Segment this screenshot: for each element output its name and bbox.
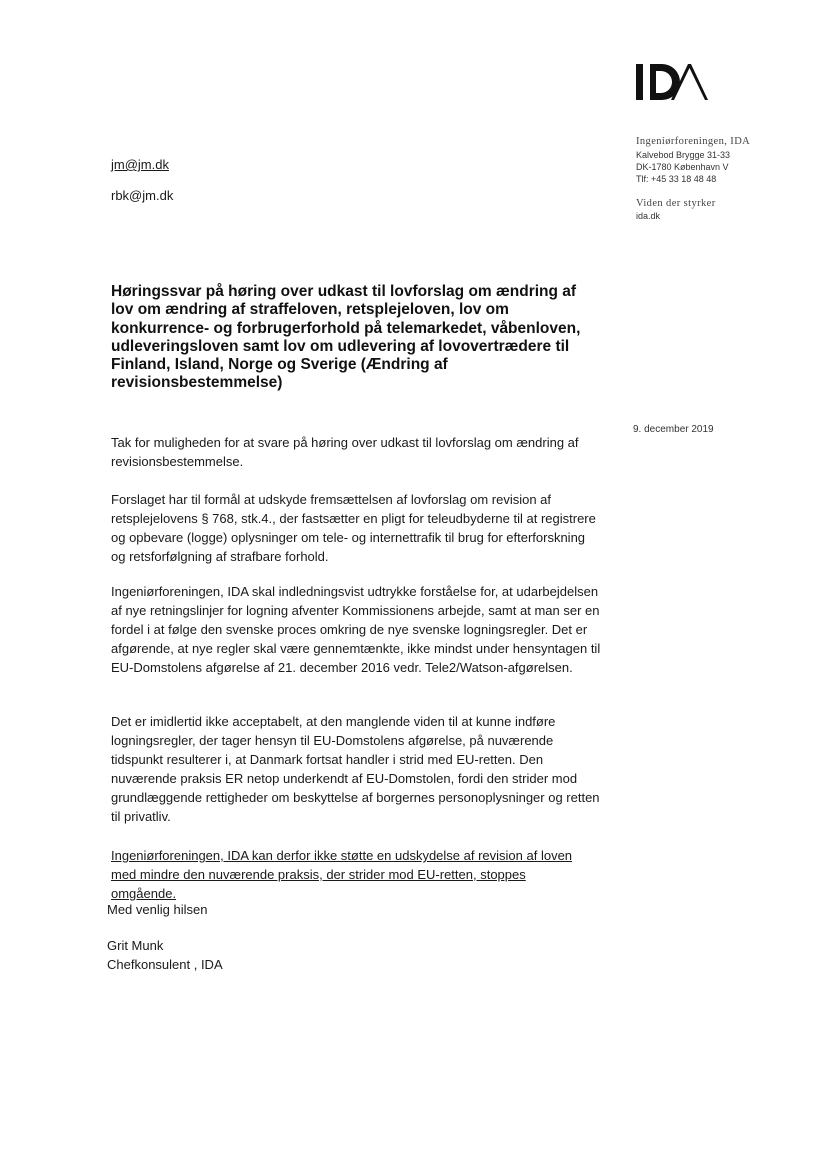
recipient-email-link[interactable]: jm@jm.dk xyxy=(111,157,169,172)
ida-logo xyxy=(636,62,718,102)
sender-street: Kalvebod Brygge 31-33 xyxy=(636,150,731,160)
letter-title: Høringssvar på høring over udkast til lovforslag om ændring af lov om ændring af straffeloven, retsplejeloven, lov om konkurrence- og forbrugerforhold på telemarkedet, våbenloven, udleveringsloven samt lov om udlevering af lovovertrædere til Finland, Island, Norge og Sverige (Ændring af revisionsbestemmelse) xyxy=(111,283,581,392)
body-paragraph-1: Tak for muligheden for at svare på høring over udkast til lovforslag om ændring af revisionsbestemmelse. xyxy=(111,435,579,469)
body-paragraph-4: Det er imidlertid ikke acceptabelt, at den manglende viden til at kunne indføre logningsregler, der tager hensyn til EU-Domstolens afgørelse, på nuværende tidspunkt resulterer i, at Danmark fortsat handler i strid med EU-retten. Den nuværende praksis ER netop underkendt af EU-Domstolen, fordi den strider mod grundlæggende rettigheder om beskyttelse af borgernes personoplysninger og retten til privatliv. xyxy=(111,714,600,824)
signature-title: Chefkonsulent , IDA xyxy=(107,957,223,972)
recipient-emails xyxy=(111,156,173,205)
sender-tagline: Viden der styrker xyxy=(636,198,716,209)
sender-phone: Tlf: +45 33 18 48 48 xyxy=(636,174,717,184)
sender-website[interactable]: ida.dk xyxy=(636,211,661,221)
body-paragraph-3: Ingeniørforeningen, IDA skal indledningsvist udtrykke forståelse for, at udarbejdelsen af nye retningslinjer for logning afventer Kommissionens arbejde, samt at man ser en fordel i at følge den svenske proces omkring de nye svenske logningsregler. Det er afgørende, at nye regler skal være gennemtænkte, ikke mindst under hensyntagen til EU-Domstolens afgørelse af 21. december 2016 vedr. Tele2/Watson-afgørelsen. xyxy=(111,584,601,675)
sender-address-block xyxy=(636,136,750,185)
signature-name: Grit Munk xyxy=(107,938,164,953)
body-paragraph-2: Forslaget har til formål at udskyde fremsættelsen af lovforslag om revision af retsplejelovens § 768, stk.4., der fastsætter en pligt for teleudbyderne til at registrere og opbevare (logge) oplysninger om tele- og internettrafik til brug for efterforskning og retsforfølgning af strafbare forhold. xyxy=(111,492,596,564)
recipient-email: rbk@jm.dk xyxy=(111,188,174,203)
sender-org-name: Ingeniørforeningen, IDA xyxy=(636,136,751,147)
letter-date: 9. december 2019 xyxy=(633,424,714,435)
body-paragraph-conclusion: Ingeniørforeningen, IDA kan derfor ikke støtte en udskydelse af revision af loven med mindre den nuværende praksis, der strider mod EU-retten, stoppes omgående. xyxy=(111,848,573,901)
closing-salutation: Med venlig hilsen xyxy=(107,902,208,917)
sender-city: DK-1780 København V xyxy=(636,162,729,172)
sender-tagline-block xyxy=(636,198,716,222)
